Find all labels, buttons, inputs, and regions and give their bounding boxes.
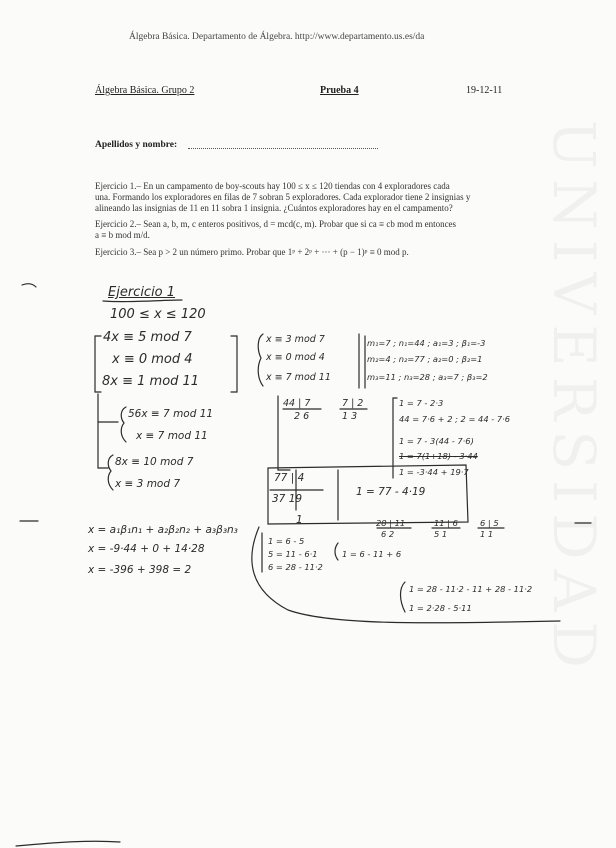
hw-system3-b: x ≡ 3 mod 7 — [115, 478, 181, 490]
hw-system3-a: 8x ≡ 10 mod 7 — [115, 456, 194, 468]
exercise-2-line-1: Ejercicio 2.– Sean a, b, m, c enteros positivos, d = mcd(c, m). Probar que si ca ≡ cb mod m entonces — [95, 219, 457, 229]
hw-div-28-11: 28 | 11 — [376, 518, 406, 528]
exercise-1-line-3: alineando las insignias de 11 en 11 sobra 1 insignia. ¿Cuántos exploradores hay en el campamento? — [95, 203, 453, 213]
hw-crt-b: x ≡ 0 mod 4 — [266, 352, 325, 363]
source-line: Álgebra Básica. Departamento de Álgebra. http://www.departamento.us.es/da — [129, 32, 425, 42]
name-line — [188, 148, 378, 149]
hw-euclid-b1: 1 = 6 - 5 — [268, 536, 305, 546]
hw-div-11-6: 11 | 6 — [434, 518, 458, 528]
exercise-3-line-1: Ejercicio 3.– Sea p > 2 un número primo. Probar que 1ᵖ + 2ᵖ + ··· + (p − 1)ᵖ ≡ 0 mod p. — [95, 247, 409, 257]
hw-solution-formula: x = a₁β₁n₁ + a₂β₂n₂ + a₃β₃n₃ — [88, 524, 238, 536]
exercise-2-line-2: a ≡ b mod m/d. — [95, 230, 150, 240]
hw-params-1: m₁=7 ; n₁=44 ; a₁=3 ; β₁=-3 — [367, 338, 486, 348]
hw-div-11-6-q: 5 1 — [434, 529, 448, 539]
hw-crt-a: x ≡ 3 mod 7 — [266, 334, 325, 345]
hw-euclid-b5: 1 = 28 - 11·2 - 11 + 28 - 11·2 — [409, 584, 533, 594]
hw-system2-b: x ≡ 7 mod 11 — [136, 430, 208, 442]
hw-div-77-4-r: 1 — [296, 514, 303, 526]
test-title: Prueba 4 — [320, 85, 359, 96]
hw-system1-b: x ≡ 0 mod 4 — [112, 352, 193, 367]
hw-euclid-b6: 1 = 2·28 - 5·11 — [409, 603, 472, 613]
hw-div-7-2-q: 1 3 — [342, 411, 358, 422]
hw-div-44-7-q: 2 6 — [294, 411, 310, 422]
hw-params-2: m₂=4 ; n₂=77 ; a₂=0 ; β₂=1 — [367, 354, 483, 364]
hw-eq-77: 1 = 77 - 4·19 — [356, 486, 426, 498]
hw-bound: 100 ≤ x ≤ 120 — [110, 307, 206, 322]
hw-euclid-5: 1 = -3·44 + 19·7 — [399, 467, 469, 477]
hw-euclid-1: 1 = 7 - 2·3 — [399, 398, 444, 408]
hw-solution-substitution: x = -9·44 + 0 + 14·28 — [88, 543, 205, 555]
hw-div-6-5-q: 1 1 — [480, 529, 494, 539]
hw-solution-value: x = -396 + 398 = 2 — [88, 564, 192, 576]
hw-crt-c: x ≡ 7 mod 11 — [266, 372, 331, 383]
hw-div-7-2: 7 | 2 — [342, 398, 364, 409]
exercise-1-line-1: Ejercicio 1.– En un campamento de boy-scouts hay 100 ≤ x ≤ 120 tiendas con 4 exploradores cada — [95, 181, 450, 191]
hw-euclid-b3: 6 = 28 - 11·2 — [268, 562, 323, 572]
hw-euclid-b4: 1 = 6 - 11 + 6 — [342, 549, 402, 559]
course-title: Álgebra Básica. Grupo 2 — [95, 85, 195, 96]
hw-system1-a: 4x ≡ 5 mod 7 — [103, 330, 192, 345]
hw-euclid-2: 44 = 7·6 + 2 ; 2 = 44 - 7·6 — [399, 414, 511, 424]
hw-div-77-4: 77 | 4 — [274, 472, 305, 484]
university-watermark — [540, 120, 608, 678]
hw-euclid-3: 1 = 7 - 3(44 - 7·6) — [399, 436, 474, 446]
name-label: Apellidos y nombre: — [95, 140, 178, 150]
hw-div-44-7: 44 | 7 — [283, 398, 311, 409]
hw-div-77-4-q: 37 19 — [272, 493, 303, 505]
hw-params-3: m₃=11 ; n₃=28 ; a₃=7 ; β₃=2 — [367, 372, 488, 382]
hw-system1-c: 8x ≡ 1 mod 11 — [102, 374, 200, 389]
exercise-1-line-2: una. Formando los exploradores en filas de 7 sobran 5 exploradores. Cada explorador tiene 2 insignias y — [95, 192, 471, 202]
hw-div-6-5: 6 | 5 — [480, 518, 499, 528]
hw-exercise-title: Ejercicio 1 — [108, 285, 176, 300]
hw-div-28-11-q: 6 2 — [381, 529, 395, 539]
test-date: 19-12-11 — [466, 85, 503, 96]
hw-system2-a: 56x ≡ 7 mod 11 — [128, 408, 214, 420]
hw-euclid-b2: 5 = 11 - 6·1 — [268, 549, 318, 559]
hw-euclid-4: 1 = 7(1+18) - 3·44 — [399, 451, 478, 461]
